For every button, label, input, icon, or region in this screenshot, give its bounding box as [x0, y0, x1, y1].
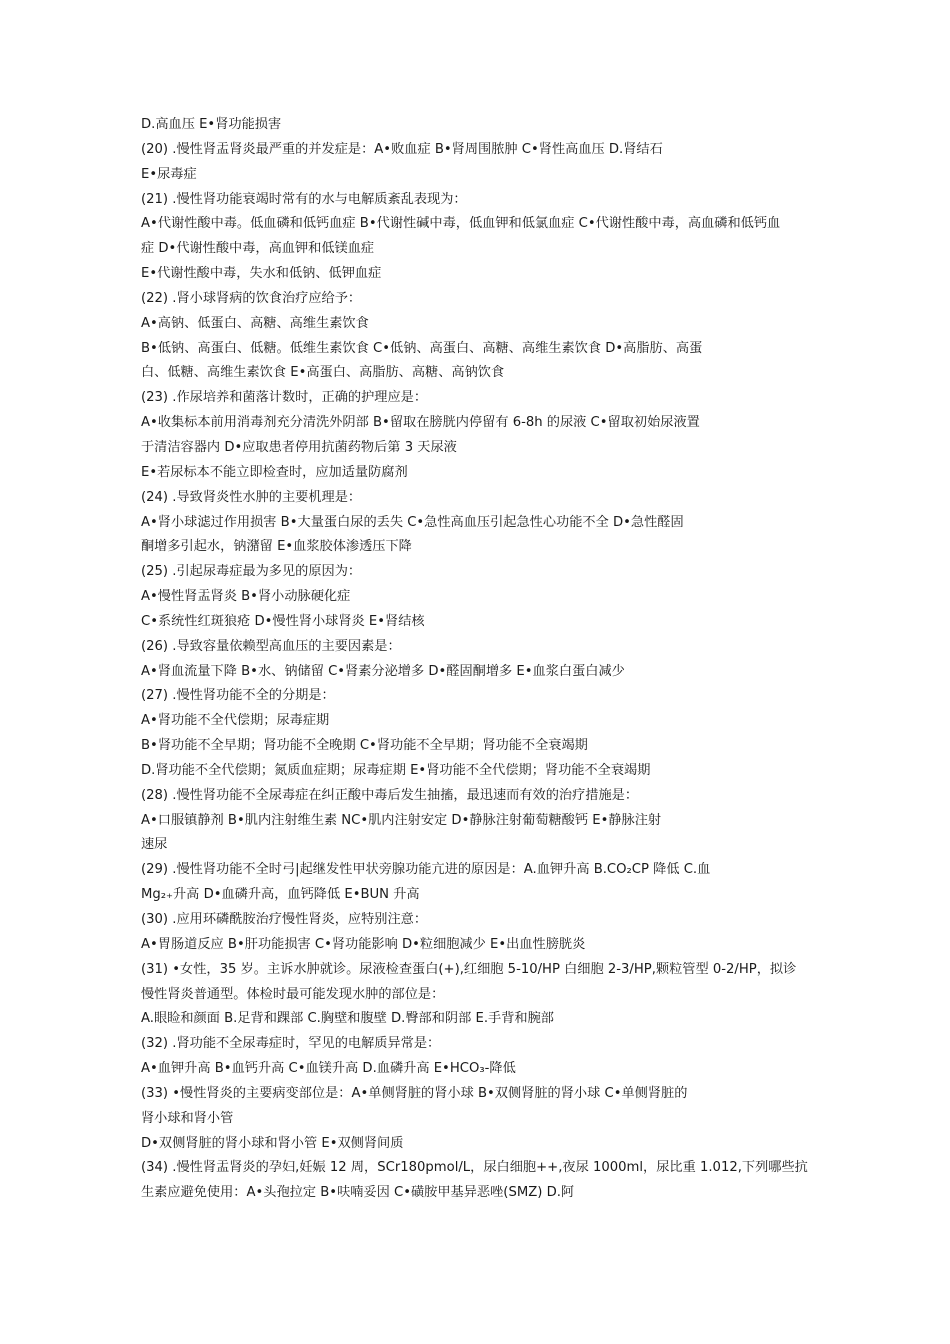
text-line: 症 D•代谢性酸中毒，高血钾和低镁血症: [141, 241, 375, 257]
text-line: E•尿毒症: [141, 166, 197, 182]
text-line: C•系统性红斑狼疮 D•慢性肾小球肾炎 E•肾结核: [141, 613, 425, 629]
text-line: (29) .慢性肾功能不全时弓|起继发性甲状旁腺功能亢进的原因是：A.血钾升高 B.CO₂CP 降低 C.血: [141, 862, 711, 878]
text-line: 慢性肾炎普通型。体检时最可能发现水肿的部位是：: [141, 986, 445, 1002]
text-line: A•代谢性酸中毒。低血磷和低钙血症 B•代谢性碱中毒，低血钾和低氯血症 C•代谢性酸中毒，高血磷和低钙血: [141, 216, 781, 232]
text-line: (33) •慢性肾炎的主要病变部位是：A•单侧肾脏的肾小球 B•双侧肾脏的肾小球 C•单侧肾脏的: [141, 1085, 688, 1101]
text-line: (20) .慢性肾盂肾炎最严重的并发症是：A•败血症 B•肾周围脓肿 C•肾性高血压 D.肾结石: [141, 141, 663, 157]
text-line: A•血钾升高 B•血钙升高 C•血镁升高 D.血磷升高 E•HCO₃-降低: [141, 1061, 516, 1077]
text-line: D.高血压 E•肾功能损害: [141, 117, 282, 132]
text-line: 生素应避免使用：A•头孢拉定 B•呋喃妥因 C•磺胺甲基异恶唑(SMZ) D.阿: [141, 1185, 575, 1201]
text-line: (24) .导致肾炎性水肿的主要机理是：: [141, 489, 362, 505]
text-line: 于清洁容器内 D•应取患者停用抗菌药物后第 3 天尿液: [141, 439, 457, 455]
text-line: A.眼睑和颜面 B.足背和踝部 C.胸壁和腹壁 D.臀部和阴部 E.手背和腕部: [141, 1011, 554, 1027]
text-line: (34) .慢性肾盂肾炎的孕妇,妊娠 12 周，SCr180pmol/L，尿白细胞++,夜尿 1000ml，尿比重 1.012,下列哪些抗: [141, 1160, 808, 1176]
text-line: (23) .作尿培养和菌落计数时，正确的护理应是：: [141, 390, 428, 406]
text-line: D.肾功能不全代偿期；氮质血症期；尿毒症期 E•肾功能不全代偿期；肾功能不全衰竭期: [141, 762, 651, 778]
text-line: 酮增多引起水，钠潴留 E•血浆胶体渗透压下降: [141, 539, 412, 555]
text-line: (22) .肾小球肾病的饮食治疗应给予：: [141, 290, 362, 306]
text-line: (25) .引起尿毒症最为多见的原因为：: [141, 564, 362, 580]
text-line: E•代谢性酸中毒，失水和低钠、低钾血症: [141, 266, 382, 282]
text-line: 白、低糖、高维生素饮食 E•高蛋白、高脂肪、高糖、高钠饮食: [141, 365, 505, 381]
question-text: [141, 113, 821, 1206]
text-line: A•慢性肾盂肾炎 B•肾小动脉硬化症: [141, 589, 351, 605]
text-line: A•口服镇静剂 B•肌内注射维生素 NC•肌内注射安定 D•静脉注射葡萄糖酸钙 E•静脉注射: [141, 812, 662, 828]
text-line: B•低钠、高蛋白、低糖。低维生素饮食 C•低钠、高蛋白、高糖、高维生素饮食 D•高脂肪、高蛋: [141, 340, 703, 356]
text-line: Mg₂₊升高 D•血磷升高，血钙降低 E•BUN 升高: [141, 887, 420, 903]
text-line: A•肾功能不全代偿期；尿毒症期: [141, 713, 330, 729]
text-line: A•胃肠道反应 B•肝功能损害 C•肾功能影响 D•粒细胞减少 E•出血性膀胱炎: [141, 936, 586, 952]
text-line: D•双侧肾脏的肾小球和肾小管 E•双侧肾间质: [141, 1135, 404, 1151]
text-line: (30) .应用环磷酰胺治疗慢性肾炎，应特别注意：: [141, 912, 428, 927]
text-line: A•肾小球滤过作用损害 B•大量蛋白尿的丢失 C•急性高血压引起急性心功能不全 D•急性醛固: [141, 514, 684, 530]
text-line: 速尿: [141, 837, 168, 853]
text-line: B•肾功能不全早期；肾功能不全晚期 C•肾功能不全早期；肾功能不全衰竭期: [141, 738, 588, 754]
text-line: (31) •女性，35 岁。主诉水肿就诊。尿液检查蛋白(+),红细胞 5-10/HP 白细胞 2-3/HP,颗粒管型 0-2/HP，拟诊: [141, 961, 797, 977]
text-line: (32) .肾功能不全尿毒症时，罕见的电解质异常是：: [141, 1036, 441, 1052]
text-line: (27) .慢性肾功能不全的分期是：: [141, 688, 335, 704]
text-line: E•若尿标本不能立即检查时，应加适量防腐剂: [141, 464, 408, 480]
text-line: 肾小球和肾小管: [141, 1110, 234, 1126]
text-line: (26) .导致容量依赖型高血压的主要因素是：: [141, 638, 401, 654]
text-line: A•收集标本前用消毒剂充分清洗外阴部 B•留取在膀胱内停留有 6-8h 的尿液 C•留取初始尿液置: [141, 415, 700, 431]
text-line: (21) .慢性肾功能衰竭时常有的水与电解质紊乱表现为：: [141, 191, 467, 207]
text-line: (28) .慢性肾功能不全尿毒症在纠正酸中毒后发生抽搐，最迅速而有效的治疗措施是：: [141, 787, 639, 803]
text-line: A•高钠、低蛋白、高糖、高维生素饮食: [141, 315, 369, 331]
text-line: A•肾血流量下降 B•水、钠储留 C•肾素分泌增多 D•醛固酮增多 E•血浆白蛋白减少: [141, 663, 625, 679]
